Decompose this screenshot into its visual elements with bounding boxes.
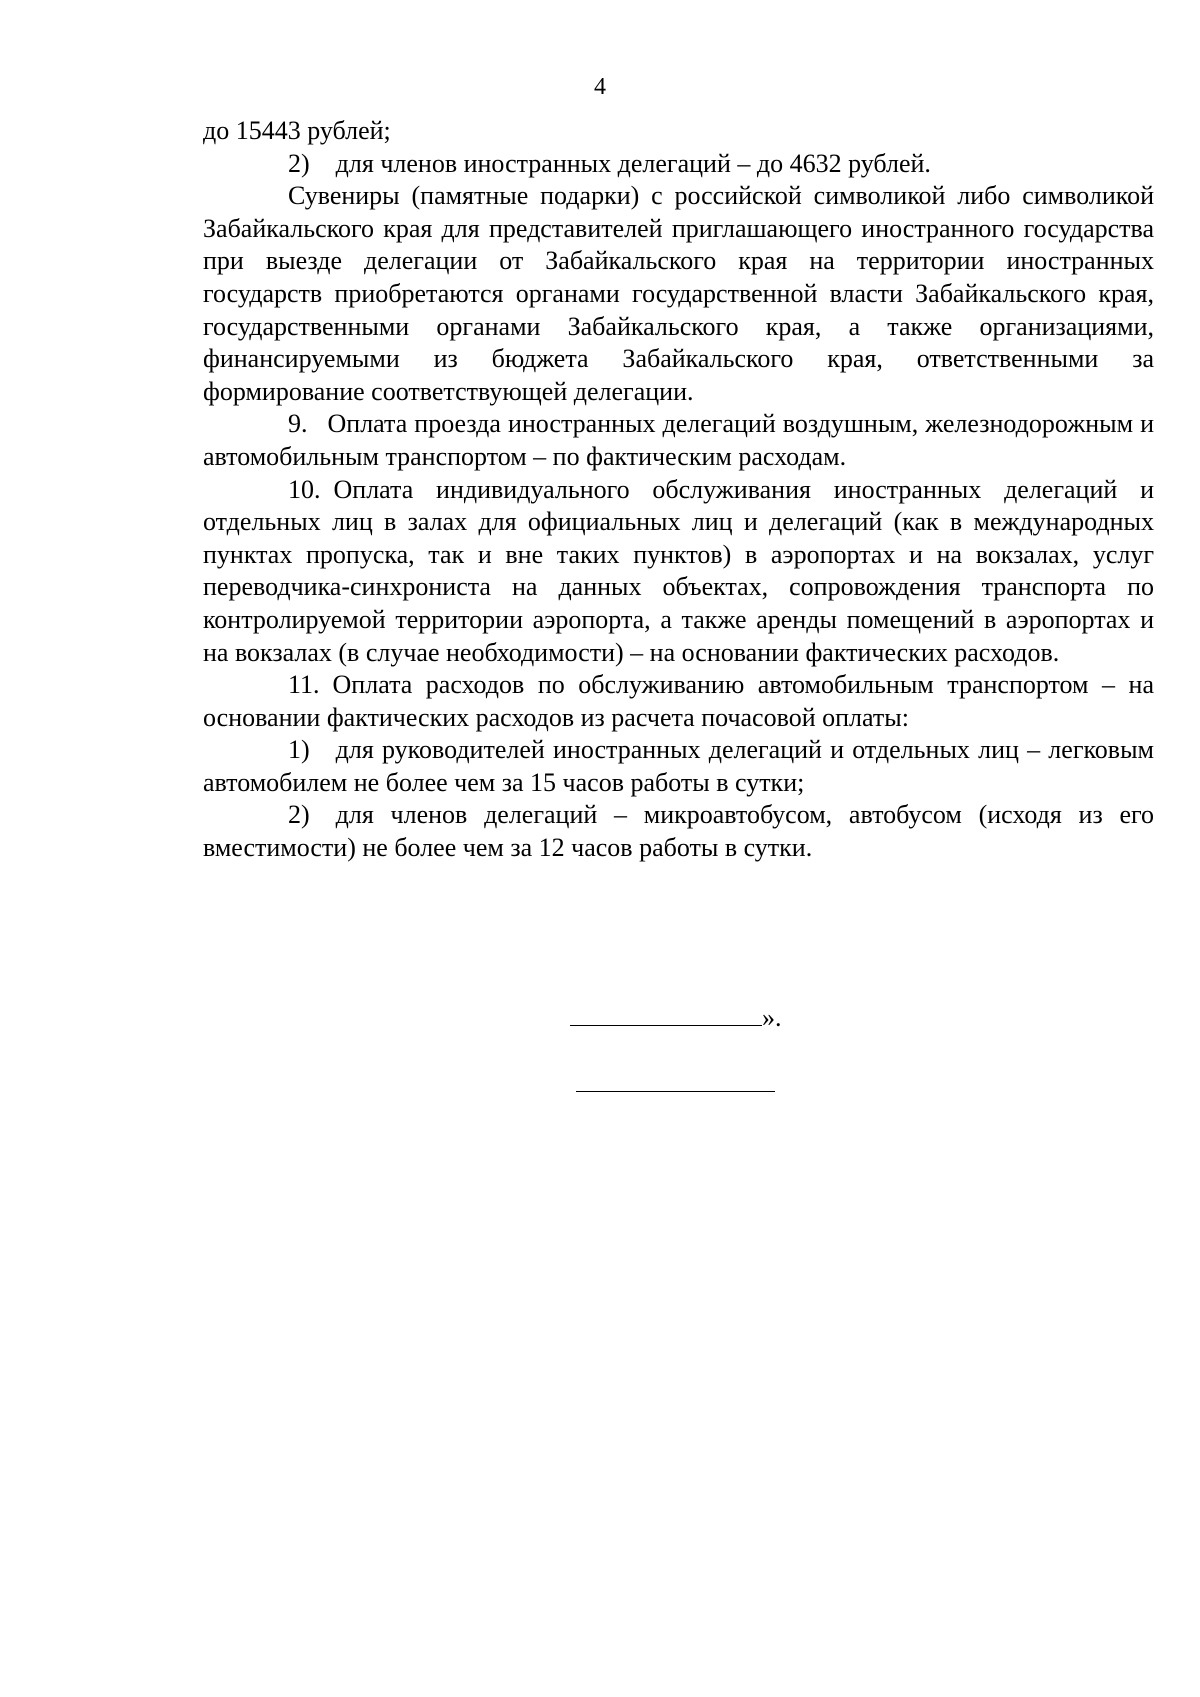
closing-underline	[570, 1000, 762, 1026]
document-body	[203, 115, 1154, 865]
paragraph-item-11-2: 2) для членов делегаций – микроавтобусом, автобусом (исходя из его вместимости) не более чем за 12 часов работы в сутки.	[203, 800, 1154, 863]
paragraph-item-10: 10. Оплата индивидуального обслуживания иностранных делегаций и отдельных лиц в залах для официальных лиц и делегаций (как в международных пунктах пропуска, так и вне таких пунктов) в аэропортах и на вокзалах, услуг переводчика-синхрониста на данных объектах, сопровождения транспорта по контролируемой территории аэропорта, а также аренды помещений в аэропортах и на вокзалах (в случае необходимости) – на основании фактических расходов.	[203, 474, 1154, 667]
paragraph-item-9: 9. Оплата проезда иностранных делегаций воздушным, железнодорожным и автомобильным транспортом – по фактическим расходам.	[203, 409, 1154, 471]
paragraph-item-11: 11. Оплата расходов по обслуживанию автомобильным транспортом – на основании фактических расходов из расчета почасовой оплаты:	[203, 670, 1154, 732]
paragraph-2: 2) для членов иностранных делегаций – до 4632 рублей.	[288, 148, 931, 178]
paragraph-item-11-1: 1) для руководителей иностранных делегаций и отдельных лиц – легковым автомобилем не более чем за 15 часов работы в сутки;	[203, 735, 1154, 797]
paragraph-1: до 15443 рублей;	[203, 116, 391, 145]
paragraph-souvenirs: Сувениры (памятные подарки) с российской символикой либо символикой Забайкальского края для представителей приглашающего иностранного государства при выезде делегации от Забайкальского края на территории иностранных государств приобретаются органами государственной власти Забайкальского края, государственными органами Забайкальского края, а также организациями, финансируемыми из бюджета Забайкальского края, ответственными за формирование соответствующей делегации.	[203, 181, 1154, 406]
closing-quote: ».	[762, 1003, 782, 1032]
footer-divider	[576, 1091, 775, 1092]
page-number: 4	[594, 74, 606, 100]
closing-mark	[570, 1000, 782, 1034]
